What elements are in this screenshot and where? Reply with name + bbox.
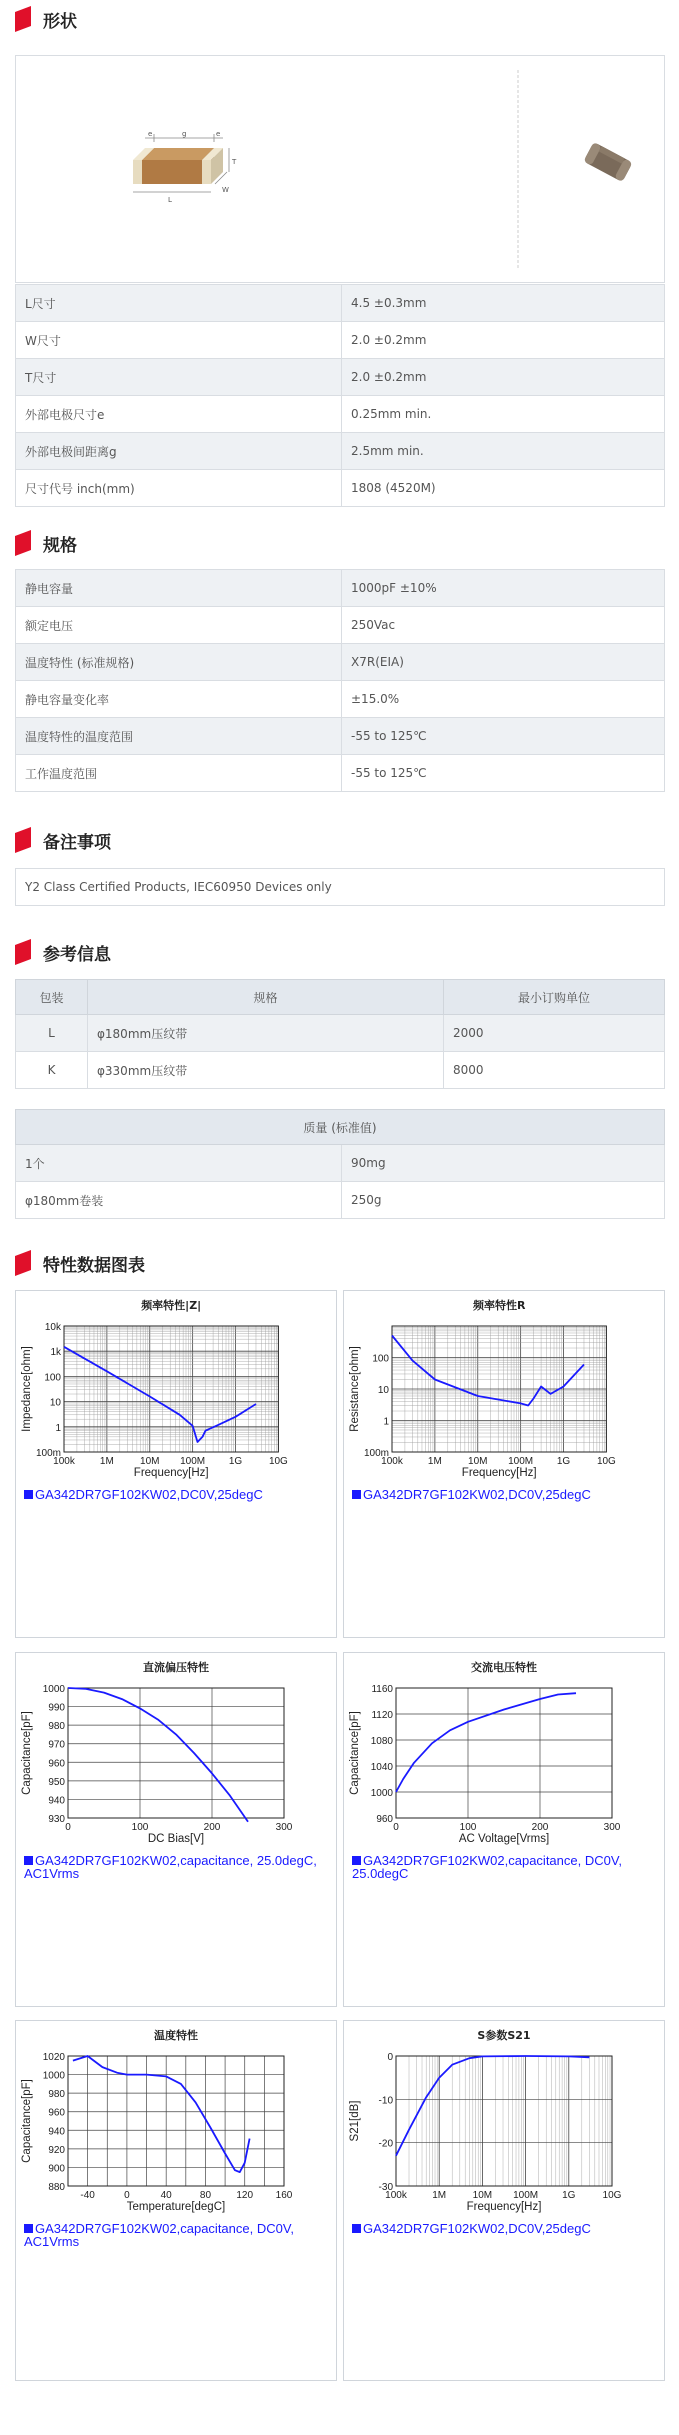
chart-dc-bias: [15, 1652, 337, 2007]
x-tick-label: 100M: [508, 1456, 534, 1467]
mass-key: φ180mm卷装: [16, 1182, 342, 1219]
y-tick-label: 1160: [371, 1684, 393, 1695]
x-tick-label: 100: [459, 1822, 477, 1833]
y-axis-label: Capacitance[pF]: [21, 2079, 33, 2163]
notes-box: [15, 868, 665, 906]
x-tick-label: 1G: [228, 1456, 243, 1467]
x-tick-label: 120: [236, 2190, 254, 2201]
chart-title: 温度特性: [154, 2029, 198, 2042]
y-tick-label: 920: [48, 2144, 65, 2156]
y-tick-label: 950: [48, 1776, 65, 1788]
x-tick-label: 100k: [53, 1456, 75, 1467]
y-axis-label: Impedance[ohm]: [21, 1346, 33, 1432]
chart-grid: [68, 1688, 284, 1818]
chart-legend: [24, 1488, 263, 1501]
x-tick-label: 1M: [427, 1456, 442, 1467]
x-tick-label: 200: [531, 1822, 549, 1833]
x-tick-label: 300: [603, 1822, 621, 1833]
row-value: X7R(EIA): [342, 644, 665, 681]
section-header-shape: [15, 4, 77, 34]
chart-grid: [392, 1326, 606, 1452]
spec-table: [15, 569, 665, 792]
y-tick-label: 900: [48, 2163, 65, 2175]
chart-legend: [352, 1488, 591, 1501]
x-tick-label: 40: [160, 2190, 172, 2201]
x-axis-label: Frequency[Hz]: [133, 1467, 209, 1479]
series-line: [392, 1336, 584, 1406]
row-key: 尺寸代号 inch(mm): [16, 470, 342, 507]
chip-dimension-diagram: [16, 56, 666, 284]
chart-title: 频率特性R: [472, 1299, 526, 1312]
y-tick-label: 990: [48, 1702, 65, 1714]
table-row: [16, 359, 665, 396]
table-row: [16, 396, 665, 433]
x-tick-label: 80: [199, 2190, 212, 2201]
x-tick-label: 10M: [472, 2190, 493, 2201]
y-tick-label: 1000: [42, 1684, 65, 1695]
x-tick-label: 10G: [596, 1456, 616, 1467]
section-header-notes: [15, 825, 111, 855]
section-title: 形状: [43, 11, 77, 32]
dim-e2-label: e: [216, 130, 221, 138]
x-axis-label: AC Voltage[Vrms]: [458, 1833, 550, 1845]
x-axis-label: Temperature[degC]: [126, 2201, 226, 2213]
table-row: [16, 470, 665, 507]
dim-g-label: g: [182, 130, 187, 138]
y-tick-label: 10: [49, 1397, 61, 1409]
red-flag-icon: [15, 939, 35, 965]
col-header-spec: 规格: [88, 980, 444, 1015]
x-tick-label: 10G: [268, 1456, 288, 1467]
package-min: 2000: [444, 1015, 665, 1052]
row-value: 4.5 ±0.3mm: [342, 285, 665, 322]
x-axis-label: DC Bias[V]: [147, 1833, 205, 1845]
y-tick-label: 1120: [371, 1710, 393, 1721]
packaging-table: [15, 979, 665, 1089]
series-line: [68, 1688, 248, 1822]
y-tick-label: 980: [48, 2089, 65, 2101]
legend-swatch: [352, 1856, 361, 1865]
shape-diagram-box: [15, 55, 665, 283]
row-key: T尺寸: [16, 359, 342, 396]
y-tick-label: 1000: [370, 1788, 393, 1799]
chart-grid: [68, 2056, 284, 2186]
row-key: 静电容量: [16, 570, 342, 607]
y-tick-label: 970: [48, 1739, 65, 1751]
x-tick-label: 300: [275, 1822, 293, 1833]
row-value: 1000pF ±10%: [342, 570, 665, 607]
chart-ac-voltage: [343, 1652, 665, 2007]
x-tick-label: 1G: [562, 2190, 576, 2201]
mass-value: 250g: [342, 1182, 665, 1219]
package-code: K: [16, 1052, 88, 1089]
mass-key: 1个: [16, 1145, 342, 1182]
y-tick-label: 100: [44, 1372, 61, 1384]
x-tick-label: 0: [393, 1822, 399, 1833]
y-axis-label: Capacitance[pF]: [21, 1711, 33, 1795]
y-axis-label: Resistance[ohm]: [349, 1346, 361, 1432]
chart-legend: [24, 1854, 336, 1880]
legend-swatch: [24, 2224, 33, 2233]
col-header-min-order: 最小订购单位: [444, 980, 665, 1015]
y-tick-label: 960: [376, 1814, 393, 1825]
x-tick-label: 1G: [556, 1456, 571, 1467]
chart-svg: [16, 2021, 338, 2382]
row-value: 2.0 ±0.2mm: [342, 322, 665, 359]
series-line: [73, 2056, 250, 2172]
legend-swatch: [352, 2224, 361, 2233]
table-row: [16, 681, 665, 718]
y-tick-label: -30: [378, 2182, 393, 2193]
chart-svg: [344, 2021, 666, 2382]
legend-text: GA342DR7GF102KW02,DC0V,25degC: [363, 1487, 591, 1502]
chart-title: 直流偏压特性: [143, 1661, 209, 1674]
mass-value: 90mg: [342, 1145, 665, 1182]
table-row: [16, 755, 665, 792]
x-tick-label: 160: [275, 2190, 293, 2201]
table-row: [16, 1015, 665, 1052]
y-tick-label: 880: [48, 2182, 65, 2193]
dim-e-label: e: [148, 130, 153, 138]
series-line: [396, 2056, 589, 2156]
row-value: -55 to 125℃: [342, 718, 665, 755]
y-tick-label: 1040: [370, 1762, 393, 1773]
row-key: 外部电极间距离g: [16, 433, 342, 470]
table-row: [16, 322, 665, 359]
row-key: 温度特性的温度范围: [16, 718, 342, 755]
chart-impedance: [15, 1290, 337, 1638]
row-key: 温度特性 (标准规格): [16, 644, 342, 681]
x-tick-label: 0: [124, 2190, 130, 2201]
chart-svg: [344, 1291, 666, 1639]
y-axis-label: S21[dB]: [349, 2100, 361, 2142]
dimension-table: [15, 284, 665, 507]
legend-text: GA342DR7GF102KW02,DC0V,25degC: [35, 1487, 263, 1502]
section-header-ref: [15, 937, 111, 967]
table-row: [16, 1145, 665, 1182]
chart-title: 交流电压特性: [471, 1661, 537, 1674]
chart-grid: [64, 1326, 278, 1452]
chart-grid: [396, 2056, 612, 2186]
y-tick-label: 100m: [363, 1448, 389, 1459]
section-header-spec: [15, 528, 77, 558]
red-flag-icon: [15, 1250, 35, 1276]
row-key: 外部电极尺寸e: [16, 396, 342, 433]
mass-table: [15, 1109, 665, 1219]
row-value: 250Vac: [342, 607, 665, 644]
x-axis-label: Frequency[Hz]: [466, 2201, 542, 2213]
table-row: [16, 607, 665, 644]
row-value: -55 to 125℃: [342, 755, 665, 792]
row-value: ±15.0%: [342, 681, 665, 718]
chart-legend: [352, 1854, 664, 1880]
y-tick-label: 0: [387, 2052, 393, 2063]
chart-legend: [24, 2222, 336, 2248]
dim-w-label: W: [222, 186, 229, 194]
table-row: [16, 570, 665, 607]
table-row: [16, 1182, 665, 1219]
table-row: [16, 644, 665, 681]
chart-s21: [343, 2020, 665, 2381]
red-flag-icon: [15, 6, 35, 32]
x-tick-label: 1M: [99, 1456, 114, 1467]
chart-svg: [16, 1653, 338, 2008]
y-tick-label: 1: [383, 1416, 389, 1428]
y-tick-label: 980: [48, 1721, 65, 1733]
dim-l-label: L: [168, 196, 172, 204]
y-tick-label: 930: [48, 1814, 65, 1825]
y-tick-label: -20: [378, 2138, 393, 2150]
y-tick-label: 1: [55, 1422, 61, 1434]
legend-swatch: [24, 1490, 33, 1499]
x-tick-label: -40: [80, 2190, 95, 2201]
row-value: 2.0 ±0.2mm: [342, 359, 665, 396]
section-title: 参考信息: [43, 944, 111, 965]
package-spec: φ180mm压纹带: [88, 1015, 444, 1052]
x-tick-label: 100k: [385, 2190, 407, 2201]
x-axis-label: Frequency[Hz]: [461, 1467, 537, 1479]
row-key: 静电容量变化率: [16, 681, 342, 718]
x-tick-label: 10M: [140, 1456, 160, 1467]
row-key: 工作温度范围: [16, 755, 342, 792]
chart-title: 频率特性|Z|: [141, 1299, 202, 1312]
col-header-package: 包装: [16, 980, 88, 1015]
row-key: L尺寸: [16, 285, 342, 322]
table-row: [16, 285, 665, 322]
section-header-charts: [15, 1248, 145, 1278]
y-axis-label: Capacitance[pF]: [349, 1711, 361, 1795]
package-code: L: [16, 1015, 88, 1052]
x-tick-label: 100M: [513, 2190, 539, 2201]
row-value: 0.25mm min.: [342, 396, 665, 433]
red-flag-icon: [15, 530, 35, 556]
y-tick-label: 10: [377, 1385, 389, 1396]
note-text: Y2 Class Certified Products, IEC60950 Devices only: [25, 880, 332, 894]
legend-text: GA342DR7GF102KW02,capacitance, DC0V, 25.0degC: [352, 1853, 622, 1881]
y-tick-label: 940: [48, 2126, 65, 2138]
package-min: 8000: [444, 1052, 665, 1089]
y-tick-label: 1080: [370, 1736, 393, 1747]
x-tick-label: 200: [203, 1822, 221, 1833]
series-line: [396, 1693, 576, 1792]
section-title: 特性数据图表: [43, 1255, 145, 1276]
x-tick-label: 0: [65, 1822, 71, 1833]
chart-legend: [352, 2222, 591, 2235]
y-tick-label: 940: [48, 1795, 65, 1807]
package-spec: φ330mm压纹带: [88, 1052, 444, 1089]
x-tick-label: 10M: [468, 1456, 488, 1467]
y-tick-label: -10: [378, 2095, 393, 2107]
x-tick-label: 100M: [180, 1456, 206, 1467]
row-key: 额定电压: [16, 607, 342, 644]
chart-title: S参数S21: [477, 2029, 531, 2042]
table-row: [16, 718, 665, 755]
x-tick-label: 100: [131, 1822, 149, 1833]
y-tick-label: 960: [48, 1758, 65, 1770]
x-tick-label: 1M: [432, 2190, 447, 2201]
chip-photo: [583, 142, 632, 182]
y-tick-label: 10k: [44, 1322, 61, 1333]
y-tick-label: 960: [48, 2107, 65, 2119]
red-flag-icon: [15, 827, 35, 853]
chart-svg: [344, 1653, 666, 2008]
table-row: [16, 1052, 665, 1089]
dim-t-label: T: [232, 158, 237, 166]
y-tick-label: 1020: [42, 2052, 65, 2063]
x-tick-label: 100k: [381, 1456, 403, 1467]
legend-text: GA342DR7GF102KW02,capacitance, DC0V, AC1Vrms: [24, 2221, 294, 2249]
legend-swatch: [352, 1490, 361, 1499]
chart-svg: [16, 1291, 338, 1639]
table-row: [16, 433, 665, 470]
y-tick-label: 100: [372, 1353, 389, 1365]
x-tick-label: 10G: [602, 2190, 622, 2201]
section-title: 备注事项: [43, 832, 111, 853]
mass-header: 质量 (标准值): [16, 1110, 665, 1145]
chart-resistance: [343, 1290, 665, 1638]
legend-swatch: [24, 1856, 33, 1865]
legend-text: GA342DR7GF102KW02,DC0V,25degC: [363, 2221, 591, 2236]
y-tick-label: 1000: [42, 2070, 65, 2082]
section-title: 规格: [43, 535, 77, 556]
legend-text: GA342DR7GF102KW02,capacitance, 25.0degC, AC1Vrms: [24, 1853, 317, 1881]
y-tick-label: 100m: [35, 1448, 61, 1459]
y-tick-label: 1k: [50, 1347, 61, 1359]
row-value: 1808 (4520M): [342, 470, 665, 507]
row-key: W尺寸: [16, 322, 342, 359]
row-value: 2.5mm min.: [342, 433, 665, 470]
chart-grid: [396, 1688, 612, 1818]
chart-temperature: [15, 2020, 337, 2381]
